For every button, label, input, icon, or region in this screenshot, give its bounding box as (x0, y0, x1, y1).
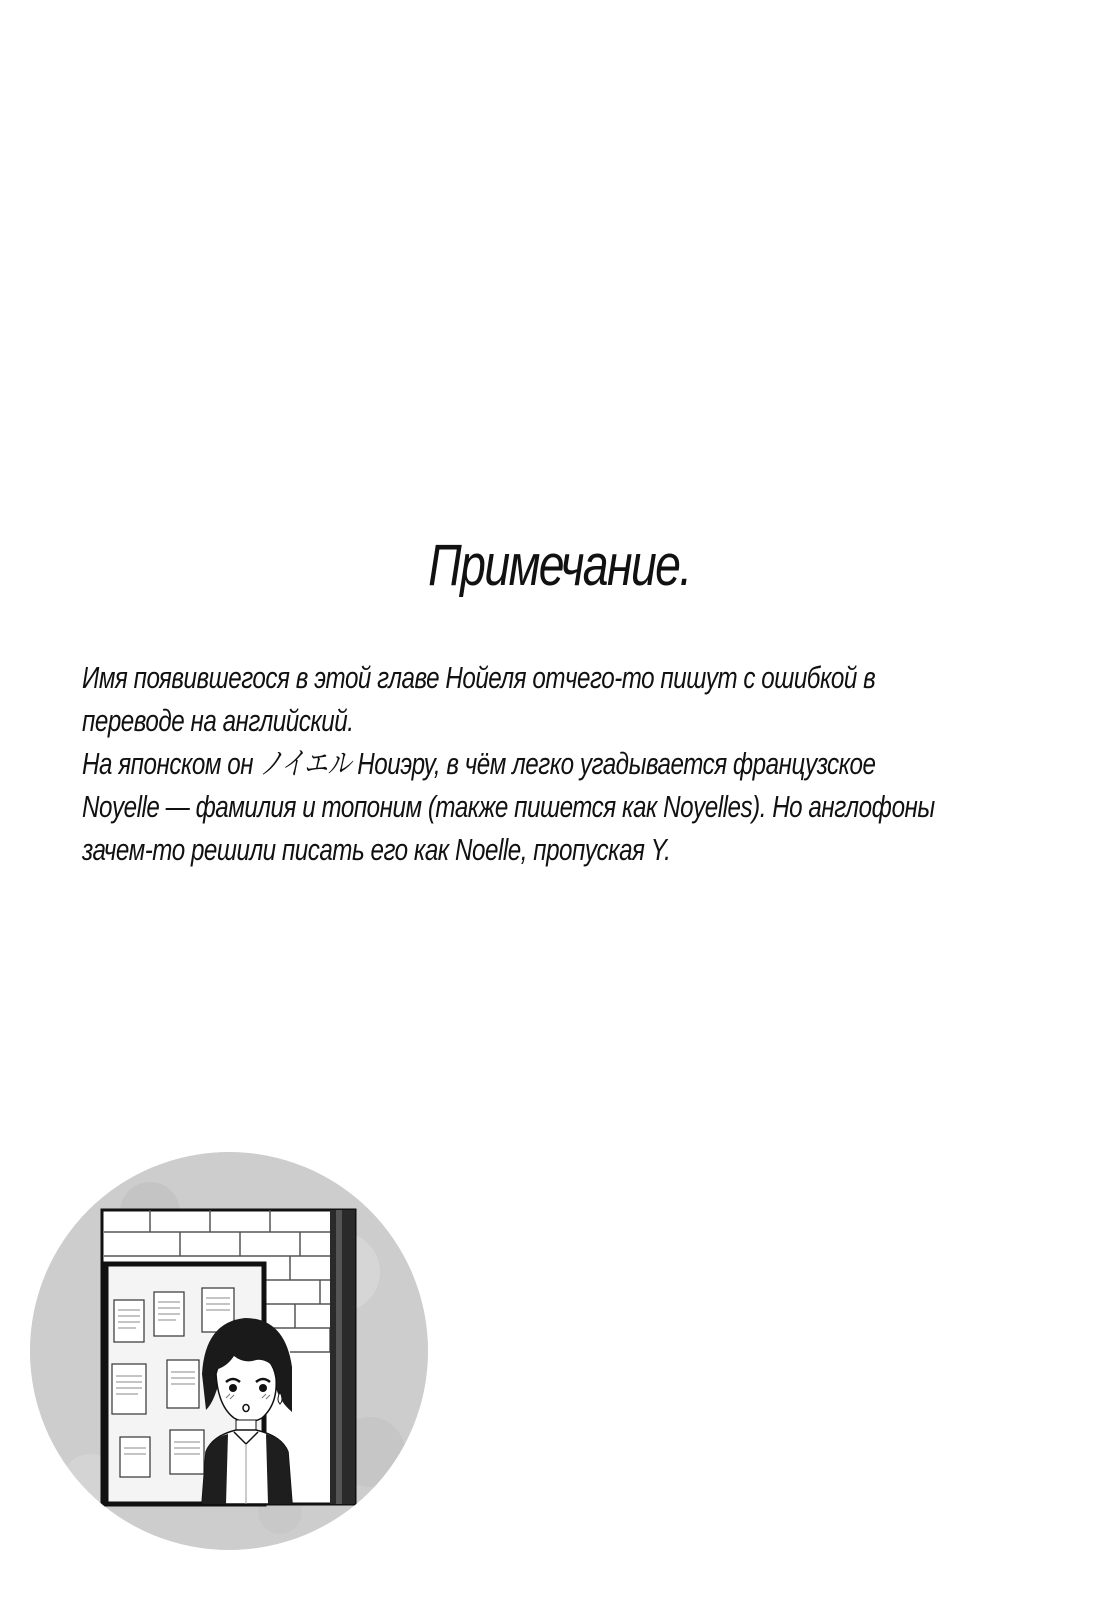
note-line: зачем-то решили писать его как Noelle, пропуская Y. (82, 832, 671, 867)
note-title: Примечание. (428, 533, 691, 598)
note-line: Имя появившегося в этой главе Нойеля отчего-то пишут с ошибкой в (82, 660, 876, 695)
note-line: Noyelle — фамилия и топоним (также пишется как Noyelles). Но англофоны (82, 789, 935, 824)
manga-vignette-icon (30, 1152, 428, 1550)
manga-vignette-illustration (30, 1152, 428, 1550)
note-body (82, 656, 1018, 871)
note-line: переводе на английский. (82, 703, 354, 738)
note-line: На японском он ノイエル Ноиэру, в чём легко угадывается французское (82, 746, 876, 781)
